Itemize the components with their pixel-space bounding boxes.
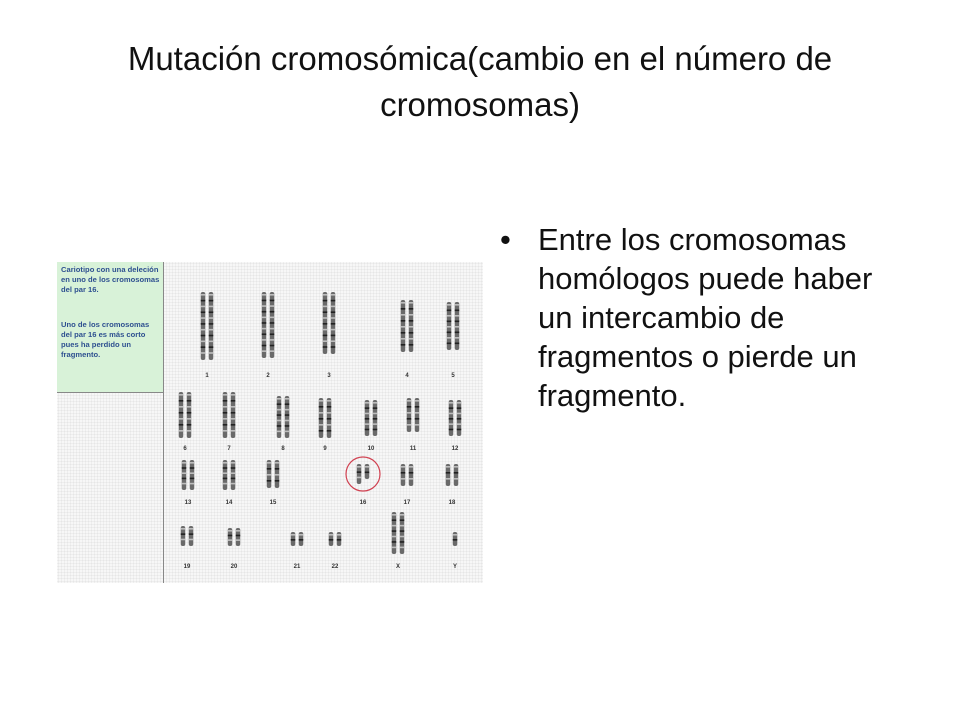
chromosome-label: 14 xyxy=(225,500,233,506)
chromosome-label: 3 xyxy=(327,373,331,379)
chromosome-pair-5 xyxy=(447,302,460,350)
chromosome-pair-19 xyxy=(181,526,194,546)
chromosome-label: 16 xyxy=(359,500,367,506)
chromosome-label: X xyxy=(395,564,401,570)
bullet-list xyxy=(500,220,900,415)
chromosome-pair-x xyxy=(392,512,405,554)
chromosome-label: 18 xyxy=(448,500,456,506)
chromosome-pair-10 xyxy=(365,400,378,436)
chromosome-pair-16 xyxy=(357,464,370,484)
chromosome-pair-2 xyxy=(262,292,275,358)
chromosome-label: 22 xyxy=(331,564,339,570)
chromosome-label: 1 xyxy=(205,373,209,379)
chromosome-pair-22 xyxy=(329,532,342,546)
chromosome-label: 7 xyxy=(227,446,231,452)
chromosome-pair-4 xyxy=(401,300,414,352)
chromosome-label: 12 xyxy=(451,446,459,452)
chromosome-label: 15 xyxy=(269,500,277,506)
chromosome-pair-3 xyxy=(323,292,336,354)
karyotype-caption-1: Cariotipo con una deleción en uno de los cromosomas del par 16. xyxy=(61,265,160,294)
chromosome-label: 9 xyxy=(323,446,327,452)
chromosome-pair-13 xyxy=(182,460,195,490)
chromosome-label: 6 xyxy=(183,446,187,452)
chromosome-label: 19 xyxy=(183,564,191,570)
chromosome-pair-21 xyxy=(291,532,304,546)
chromosome-label: 17 xyxy=(403,500,411,506)
karyotype-caption-2: Uno de los cromosomas del par 16 es más corto pues ha perdido un fragmento. xyxy=(61,320,150,359)
highlight-circle xyxy=(346,457,380,491)
chromosome-pair-18 xyxy=(446,464,459,486)
bullet-item: • Entre los cromosomas homólogos puede haber un intercambio de fragmentos o pierde un fragmento. xyxy=(500,220,900,415)
chromosome-set xyxy=(57,262,483,583)
chromosome-label: 8 xyxy=(281,446,285,452)
chromosome-pair-8 xyxy=(277,396,290,438)
slide-title: Mutación cromosómica(cambio en el número de cromosomas) xyxy=(127,40,833,123)
chromosome-label: 13 xyxy=(184,500,192,506)
chromosome-pair-1 xyxy=(201,292,214,360)
chromosome-label: Y xyxy=(452,564,458,570)
chromosome-label: 20 xyxy=(230,564,238,570)
chromosome-label: 21 xyxy=(293,564,301,570)
chromosome-pair-6 xyxy=(179,392,192,438)
chromosome-pair-17 xyxy=(401,464,414,486)
chromosome-pair-14 xyxy=(223,460,236,490)
chromosome-label: 11 xyxy=(409,446,417,452)
karyotype-image xyxy=(57,262,483,583)
chromosome-label: 4 xyxy=(405,373,409,379)
chromosome-label: 5 xyxy=(451,373,455,379)
chromosome-label: 10 xyxy=(367,446,375,452)
chromosome-pair-20 xyxy=(228,528,241,546)
chromosome-pair-9 xyxy=(319,398,332,438)
chromosome-pair-15 xyxy=(267,460,280,488)
chromosome-pair-7 xyxy=(223,392,236,438)
chromosome-label: 2 xyxy=(266,373,270,379)
chromosome-pair-y xyxy=(453,532,458,546)
chromosome-pair-12 xyxy=(449,400,462,436)
chromosome-pair-11 xyxy=(407,398,420,432)
